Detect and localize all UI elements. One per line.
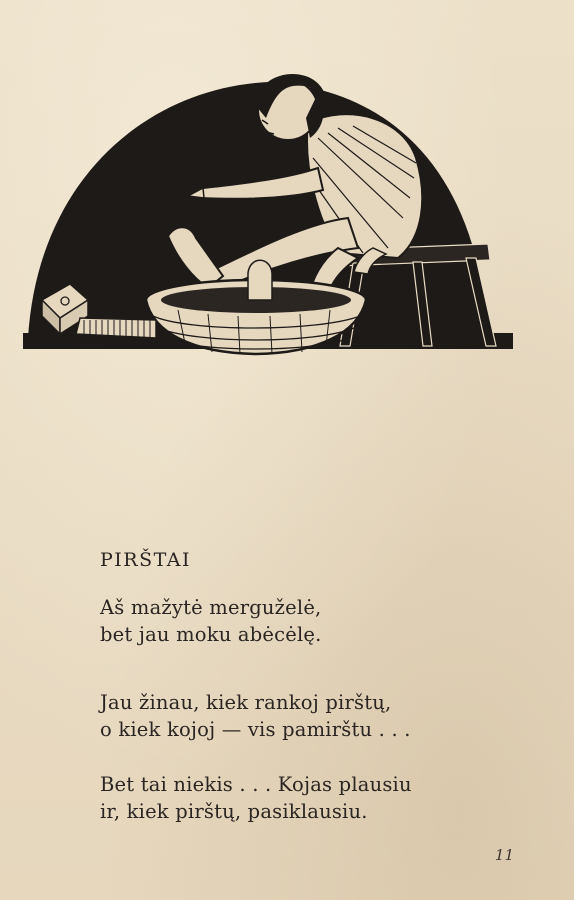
woodcut-illustration: [18, 48, 518, 368]
poem-line: Aš mažytė merguželė,: [100, 596, 322, 619]
poem-stanza-3: [100, 771, 412, 825]
poem-stanza-2: [100, 689, 411, 743]
poem-stanza-1: [100, 594, 322, 648]
poem-line: Bet tai niekis . . . Kojas plausiu: [100, 773, 412, 796]
scrubbing-brush: [76, 318, 156, 346]
poem-line: bet jau moku abėcėlę.: [100, 623, 322, 646]
poem-title: PIRŠTAI: [100, 549, 191, 571]
poem-line: Jau žinau, kiek rankoj pirštų,: [100, 691, 392, 714]
page-number: 11: [494, 846, 514, 864]
poem-line: o kiek kojoj — vis pamirštu . . .: [100, 718, 411, 741]
poem-line: ir, kiek pirštų, pasiklausiu.: [100, 800, 368, 823]
